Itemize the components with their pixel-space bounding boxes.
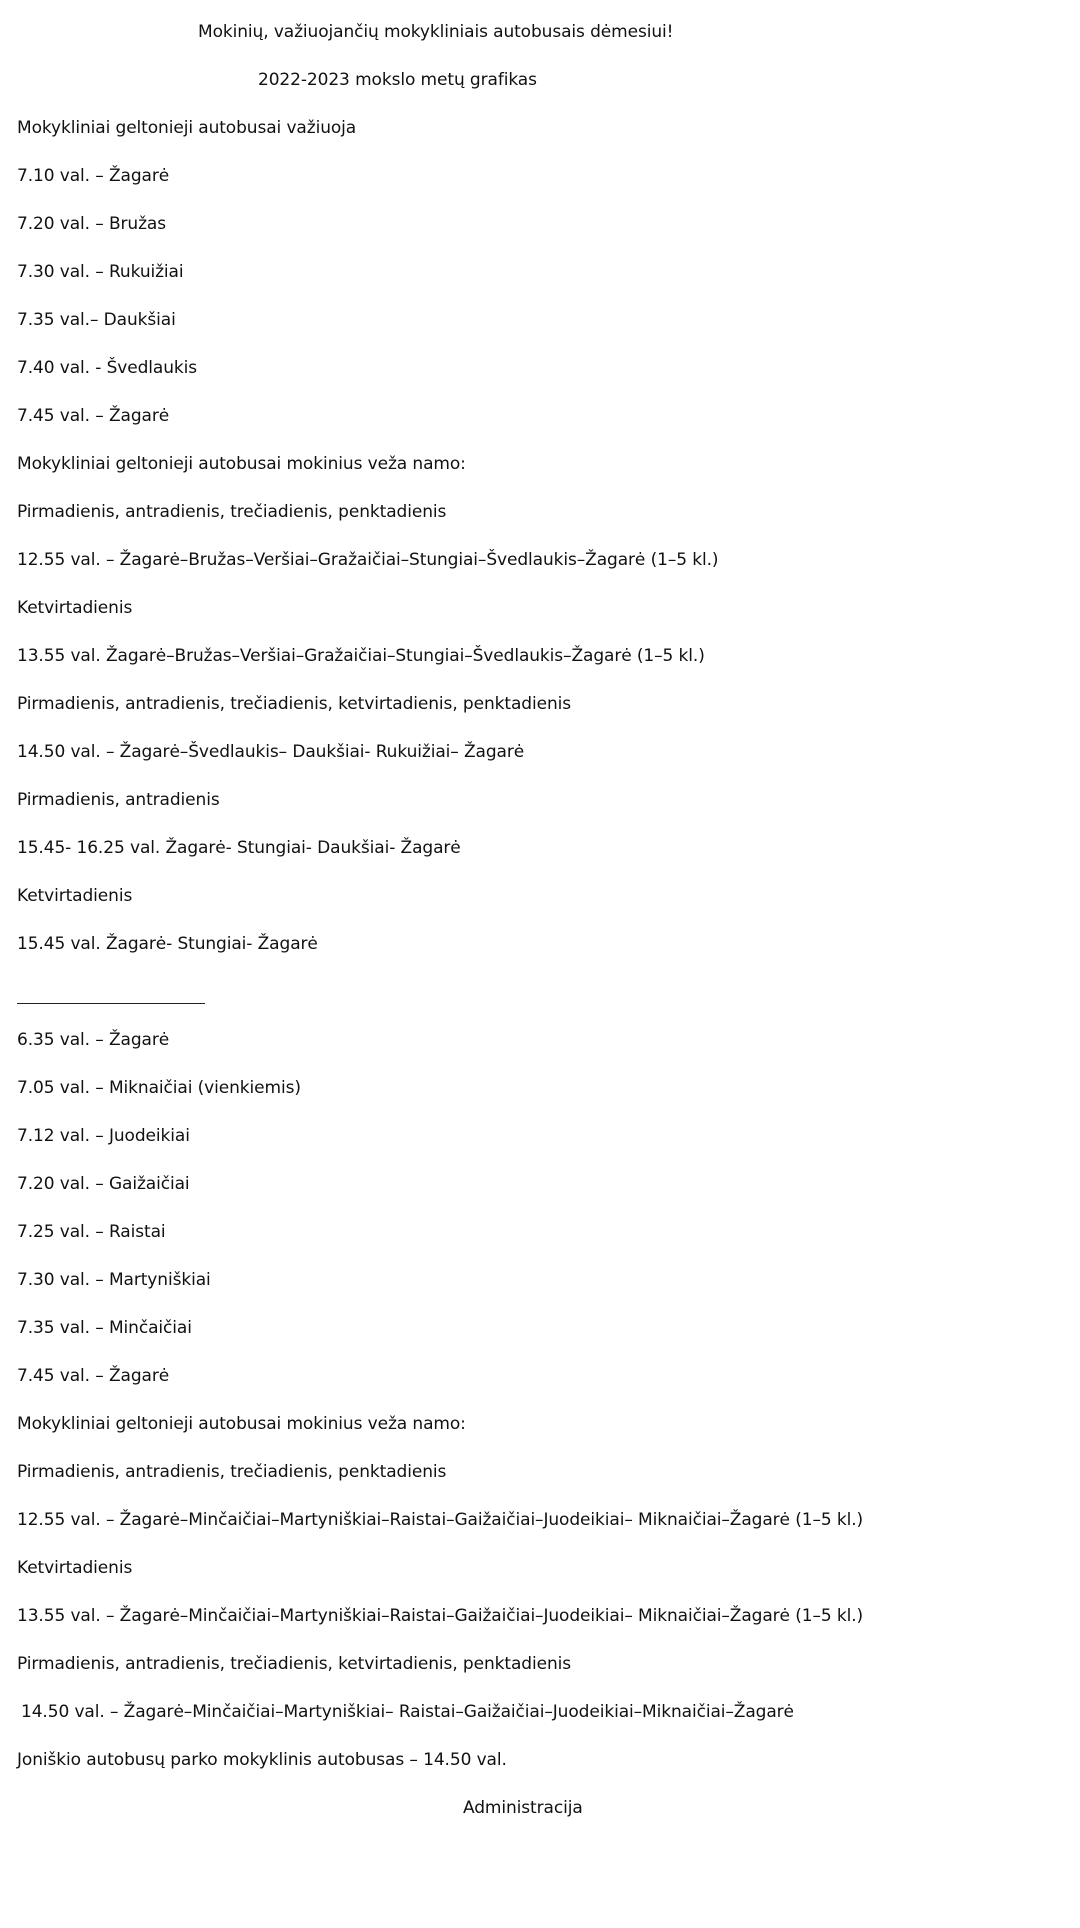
block1-route: 15.45- 16.25 val. Žagarė- Stungiai- Daukšiai- Žagarė [17,838,461,858]
notice-subtitle: 2022-2023 mokslo metų grafikas [258,70,537,90]
block1-route: 14.50 val. – Žagarė–Švedlaukis– Daukšiai- Rukuižiai– Žagarė [17,742,525,762]
block2-morning-stop: 6.35 val. – Žagarė [17,1030,170,1050]
block2-morning-stop: 7.05 val. – Miknaičiai (vienkiemis) [17,1078,301,1098]
block1-home-heading: Mokykliniai geltonieji autobusai mokinius veža namo: [17,454,466,474]
block1-heading: Mokykliniai geltonieji autobusai važiuoja [17,118,357,138]
signature: Administracija [463,1798,583,1818]
block1-route: 13.55 val. Žagarė–Bružas–Veršiai–Gražaičiai–Stungiai–Švedlaukis–Žagarė (1–5 kl.) [17,646,705,666]
block2-route: 14.50 val. – Žagarė–Minčaičiai–Martyniškiai– Raistai–Gaižaičiai–Juodeikiai–Miknaičiai–Žagarė [21,1702,794,1722]
block1-route: 12.55 val. – Žagarė–Bružas–Veršiai–Gražaičiai–Stungiai–Švedlaukis–Žagarė (1–5 kl.) [17,550,719,570]
block2-route: 12.55 val. – Žagarė–Minčaičiai–Martyniškiai–Raistai–Gaižaičiai–Juodeikiai– Miknaičiai–Žagarė (1–5 kl.) [17,1510,864,1530]
block1-morning-stop: 7.45 val. – Žagarė [17,406,170,426]
block2-morning-stop: 7.45 val. – Žagarė [17,1366,170,1386]
block1-days: Pirmadienis, antradienis, trečiadienis, ketvirtadienis, penktadienis [17,694,572,714]
block2-morning-stop: 7.35 val. – Minčaičiai [17,1318,192,1338]
block1-morning-stop: 7.40 val. - Švedlaukis [17,358,198,378]
block2-morning-stop: 7.20 val. – Gaižaičiai [17,1174,190,1194]
block1-days: Ketvirtadienis [17,598,133,618]
block1-morning-stop: 7.10 val. – Žagarė [17,166,170,186]
block2-home-heading: Mokykliniai geltonieji autobusai mokinius veža namo: [17,1414,466,1434]
block2-morning-stop: 7.30 val. – Martyniškiai [17,1270,211,1290]
section-divider [17,1003,205,1004]
block2-morning-stop: 7.25 val. – Raistai [17,1222,166,1242]
block1-morning-stop: 7.20 val. – Bružas [17,214,166,234]
block2-days: Pirmadienis, antradienis, trečiadienis, penktadienis [17,1462,447,1482]
block1-days: Pirmadienis, antradienis [17,790,220,810]
block1-route: 15.45 val. Žagarė- Stungiai- Žagarė [17,934,318,954]
block1-days: Pirmadienis, antradienis, trečiadienis, penktadienis [17,502,447,522]
block2-morning-stop: 7.12 val. – Juodeikiai [17,1126,190,1146]
block2-days: Ketvirtadienis [17,1558,133,1578]
block2-route: 13.55 val. – Žagarė–Minčaičiai–Martyniškiai–Raistai–Gaižaičiai–Juodeikiai– Miknaičiai–Žagarė (1–5 kl.) [17,1606,864,1626]
block1-morning-stop: 7.35 val.– Daukšiai [17,310,176,330]
joniskis-bus-note: Joniškio autobusų parko mokyklinis autobusas – 14.50 val. [17,1750,507,1770]
notice-title: Mokinių, važiuojančių mokykliniais autobusais dėmesiui! [198,22,674,42]
block2-days: Pirmadienis, antradienis, trečiadienis, ketvirtadienis, penktadienis [17,1654,572,1674]
block1-days: Ketvirtadienis [17,886,133,906]
block1-morning-stop: 7.30 val. – Rukuižiai [17,262,184,282]
